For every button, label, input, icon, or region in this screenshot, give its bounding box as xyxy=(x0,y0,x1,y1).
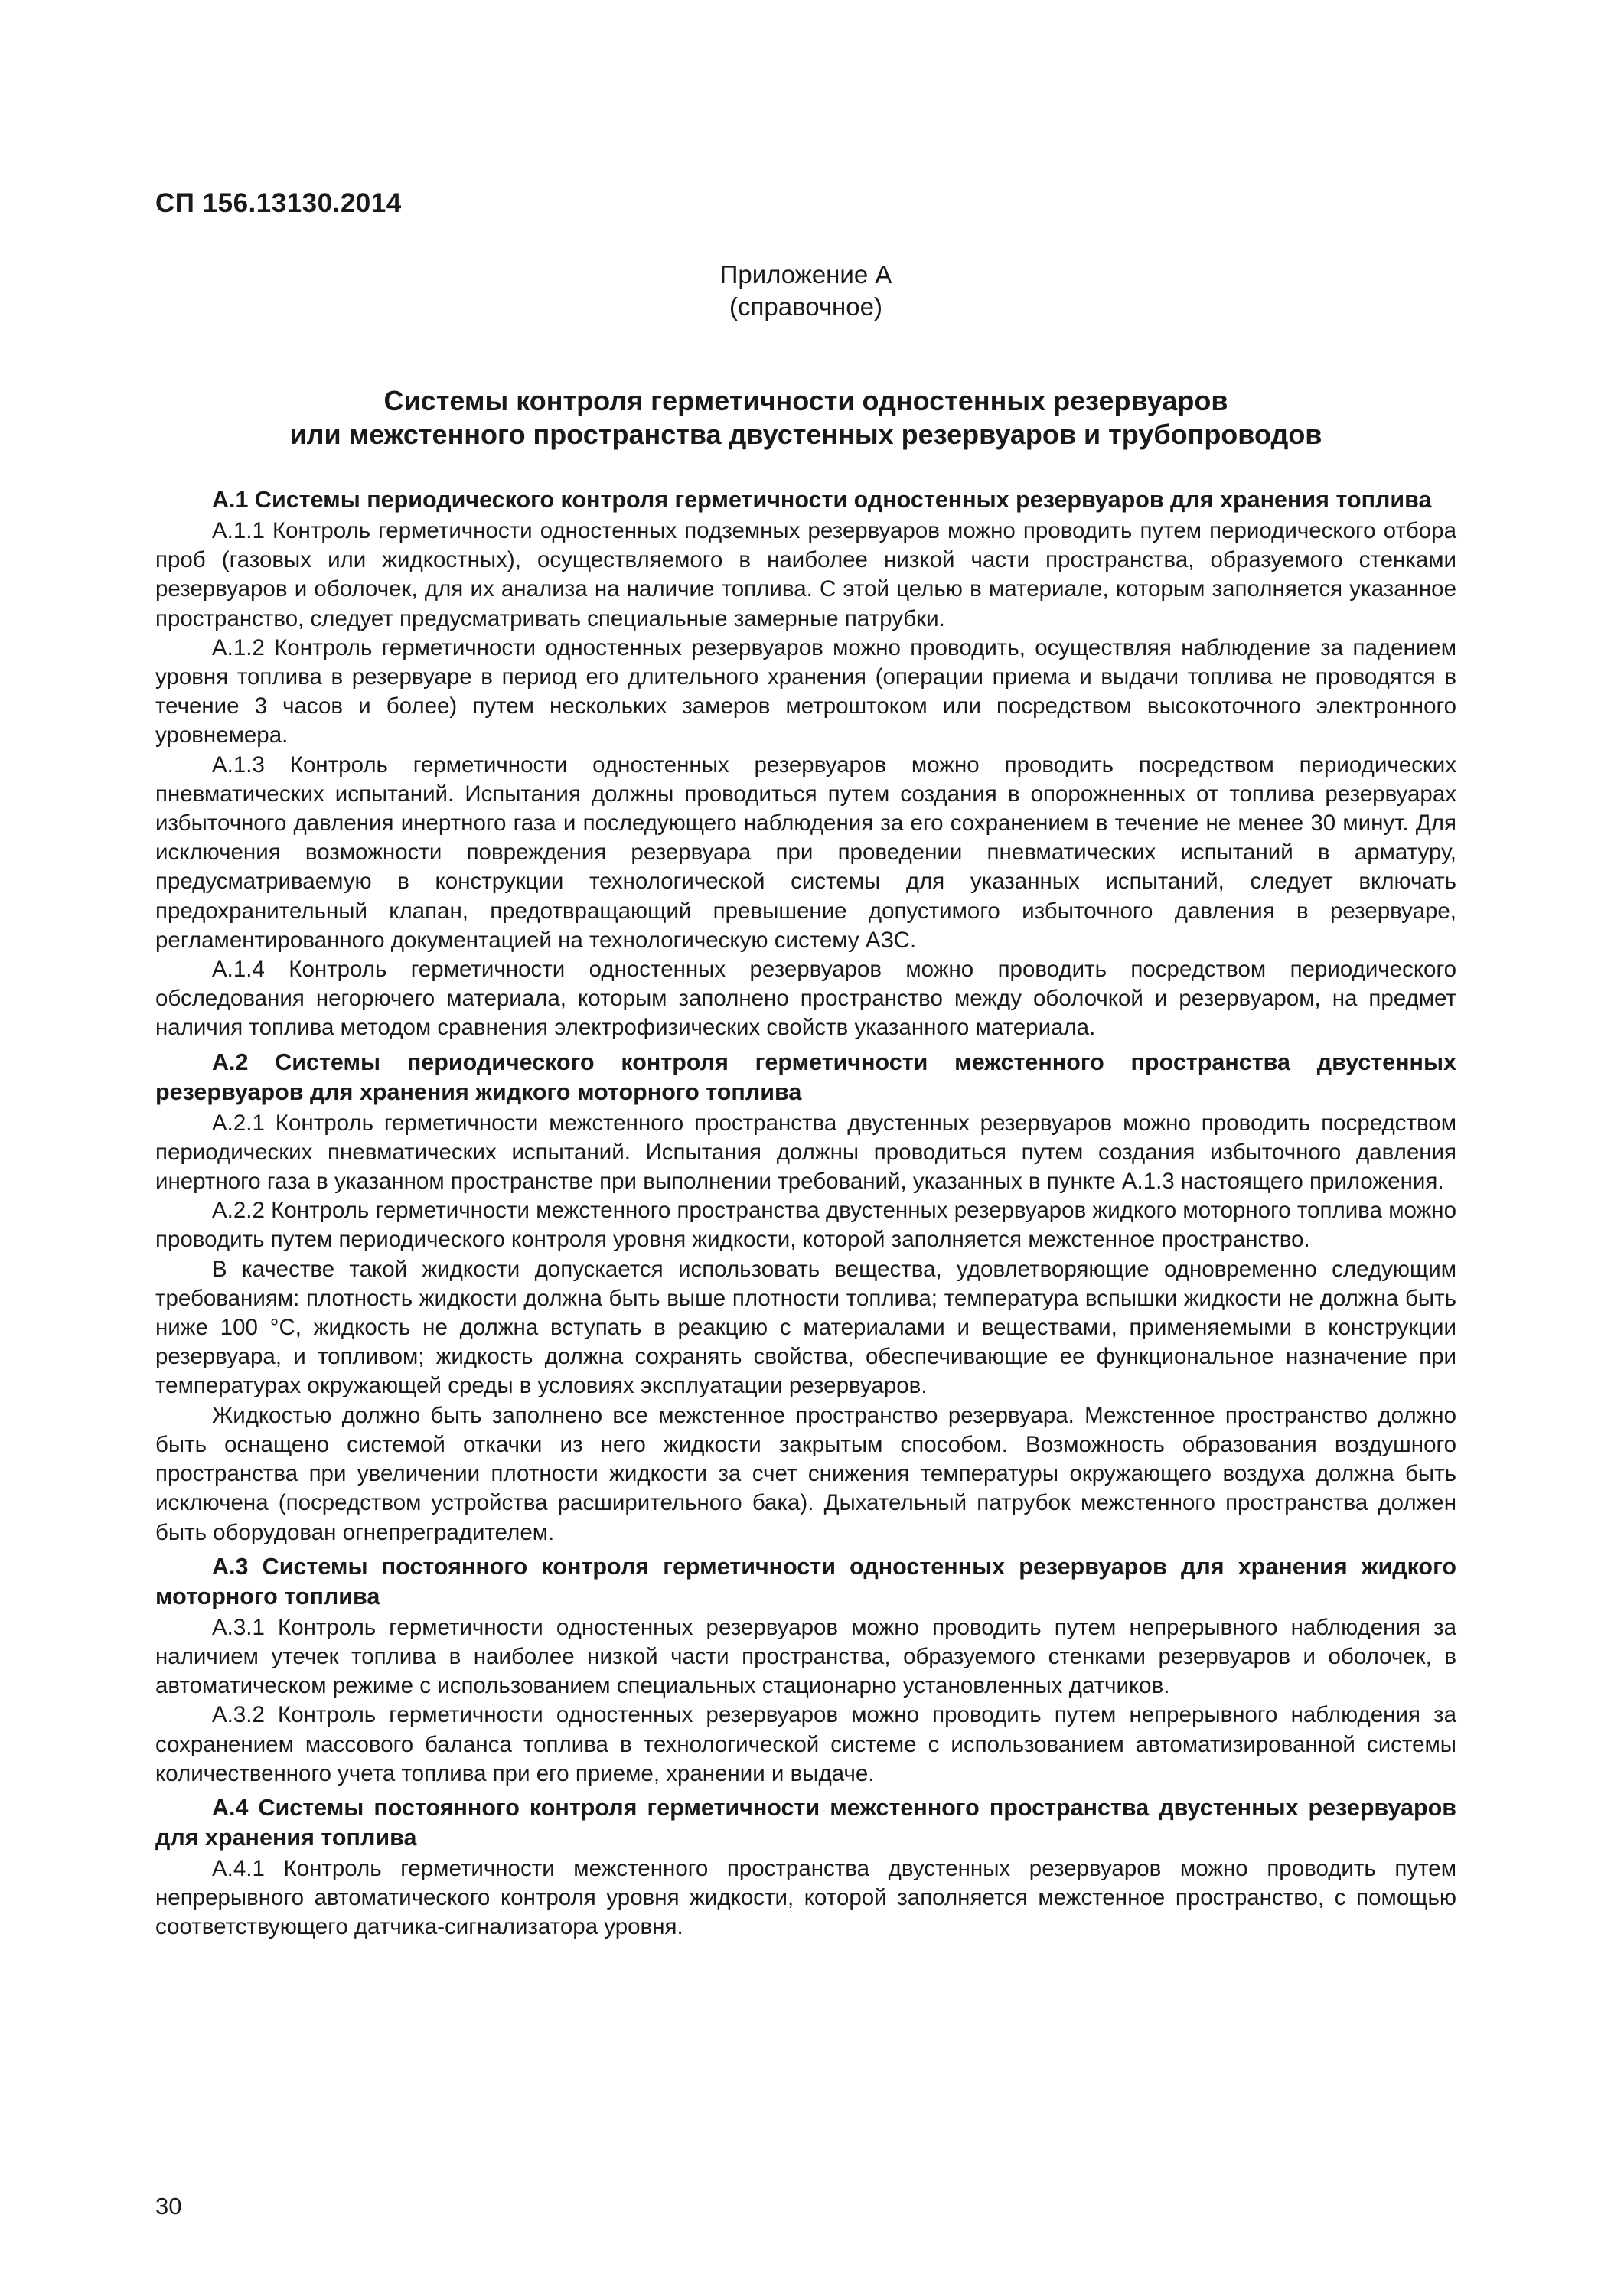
section-heading-a2: А.2 Системы периодического контроля герметичности межстенного пространства двустенных резервуаров для хранения жидкого моторного топлива xyxy=(155,1049,1456,1105)
paragraph-a2-3: В качестве такой жидкости допускается использовать вещества, удовлетворяющие одновременно следующим требованиям: плотность жидкости должна быть выше плотности топлива; температура вспышки жидкости не должна быть ниже 100 °С, жидкость не должна вступать в реакцию с материалами и веществами, применяемыми в конструкции резервуара, и топливом; жидкость должна сохранять свойства, обеспечивающие ее функциональное назначение при температурах окружающей среды в условиях эксплуатации резервуаров. xyxy=(155,1256,1456,1399)
paragraph-a1-2: А.1.2 Контроль герметичности одностенных резервуаров можно проводить, осуществляя наблюдение за падением уровня топлива в резервуаре в период его длительного хранения (операции приема и выдачи топлива не проводятся в течение 3 часов и более) путем нескольких замеров метроштоком или посредством высокоточного электронного уровнемера. xyxy=(155,634,1456,748)
paragraph-a3-2: А.3.2 Контроль герметичности одностенных резервуаров можно проводить путем непрерывного наблюдения за сохранением массового баланса топлива в технологической системе с использованием автоматизированной системы количественного учета топлива при его приеме, хранении и выдаче. xyxy=(155,1702,1456,1786)
paragraph-a2-1: А.2.1 Контроль герметичности межстенного пространства двустенных резервуаров можно проводить посредством периодических пневматических испытаний. Испытания должны проводиться путем создания избыточного давления инертного газа в указанном пространстве при выполнении требований, указанных в пункте А.1.3 настоящего приложения. xyxy=(155,1110,1456,1195)
page-number: 30 xyxy=(155,2193,182,2219)
main-title xyxy=(155,384,1456,452)
document-body xyxy=(155,485,1456,1942)
paragraph-a1-3: А.1.3 Контроль герметичности одностенных резервуаров можно проводить посредством периодических пневматических испытаний. Испытания должны проводиться путем создания в опорожненных от топлива резервуарах избыточного давления инертного газа и последующего наблюдения за его сохранением в течение не менее 30 минут. Для исключения возможности повреждения резервуара при проведении пневматических испытаний в арматуру, предусматриваемую в конструкции технологической системы для указанных испытаний, следует включать предохранительный клапан, предотвращающий превышение допустимого избыточного давления в резервуаре, регламентированного документацией на технологическую систему АЗС. xyxy=(155,752,1456,953)
section-heading-a3: А.3 Системы постоянного контроля герметичности одностенных резервуаров для хранения жидкого моторного топлива xyxy=(155,1553,1456,1609)
annex-subtitle: (справочное) xyxy=(729,292,882,321)
section-heading-a1: А.1 Системы периодического контроля герметичности одностенных резервуаров для хранения топлива xyxy=(212,487,1432,513)
section-heading-a4: А.4 Системы постоянного контроля герметичности межстенного пространства двустенных резервуаров для хранения топлива xyxy=(155,1794,1456,1851)
main-title-line-2: или межстенного пространства двустенных резервуаров и трубопроводов xyxy=(289,419,1322,450)
paragraph-a4-1: А.4.1 Контроль герметичности межстенного пространства двустенных резервуаров можно проводить путем непрерывного автоматического контроля уровня жидкости, которой заполняется межстенное пространство, с помощью соответствующего датчика-сигнализатора уровня. xyxy=(155,1855,1456,1940)
paragraph-a2-2: А.2.2 Контроль герметичности межстенного пространства двустенных резервуаров жидкого моторного топлива можно проводить путем периодического контроля уровня жидкости, которой заполняется межстенное пространство. xyxy=(155,1198,1456,1253)
paragraph-a3-1: А.3.1 Контроль герметичности одностенных резервуаров можно проводить путем непрерывного наблюдения за наличием утечек топлива в наиболее низкой части пространства, образуемого стенками резервуаров и оболочек, в автоматическом режиме с использованием специальных стационарно установленных датчиков. xyxy=(155,1614,1456,1699)
annex-title: Приложение А xyxy=(719,260,892,289)
paragraph-a1-1: А.1.1 Контроль герметичности одностенных подземных резервуаров можно проводить путем периодического отбора проб (газовых или жидкостных), осуществляемого в наиболее низкой части пространства, образуемого стенками резервуаров и оболочек, для их анализа на наличие топлива. С этой целью в материале, которым заполняется указанное пространство, следует предусматривать специальные замерные патрубки. xyxy=(155,518,1456,631)
main-title-line-1: Системы контроля герметичности одностенных резервуаров xyxy=(383,385,1228,416)
document-code: СП 156.13130.2014 xyxy=(155,188,402,218)
paragraph-a2-4: Жидкостью должно быть заполнено все межстенное пространство резервуара. Межстенное пространство должно быть оснащено системой откачки из него жидкости закрытым способом. Возможность образования воздушного пространства при увеличении плотности жидкости за счет снижения температуры окружающего воздуха должна быть исключена (посредством устройства расширительного бака). Дыхательный патрубок межстенного пространства должен быть оборудован огнепреградителем. xyxy=(155,1402,1456,1545)
paragraph-a1-4: А.1.4 Контроль герметичности одностенных резервуаров можно проводить посредством периодического обследования негорючего материала, которым заполнено пространство между оболочкой и резервуаром, на предмет наличия топлива методом сравнения электрофизических свойств указанного материала. xyxy=(155,957,1456,1041)
